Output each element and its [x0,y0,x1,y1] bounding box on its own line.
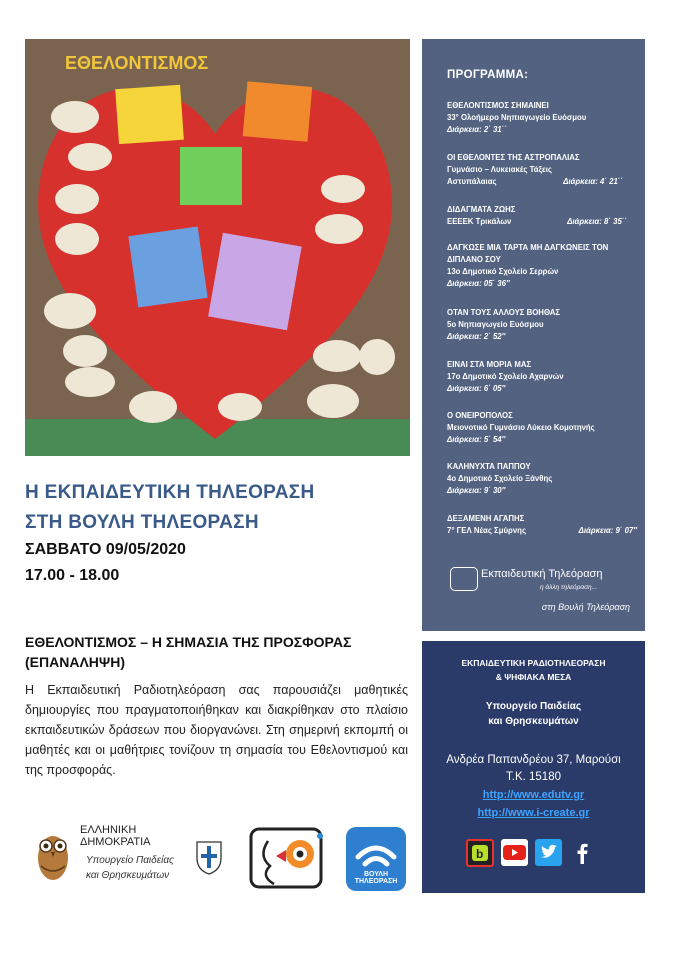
program-item-duration: Διάρκεια: 2΄ 52″ [447,332,506,341]
vouli-tv-label: ΒΟΥΛΗ ΤΗΛΕΟΡΑΣΗ [354,871,398,885]
program-item-school: 7° ΓΕΛ Νέας Σμύρνης [447,526,527,535]
program-item-title: Ο ΟΝΕΙΡΟΠΟΛΟΣ [447,411,513,420]
contact-org [422,656,645,684]
program-item-duration: Διάρκεια: 6΄ 05″ [447,384,506,393]
program-item-duration: Διάρκεια: 4΄ 21΄΄ [563,177,623,186]
program-item [447,152,637,188]
contact-org-line1: ΕΚΠΑΙΔΕΥΤΙΚΗ ΡΑΔΙΟΤΗΛΕΟΡΑΣΗ [461,658,606,668]
program-item-title: ΔΙΔΑΓΜΑΤΑ ΖΩΗΣ [447,205,516,214]
contact-org-line2: & ΨΗΦΙΑΚΑ ΜΕΣΑ [495,672,572,682]
header-title-line2: ΣΤΗ ΒΟΥΛΗ ΤΗΛΕΟΡΑΣΗ [25,512,259,533]
program-heading: ΠΡΟΓΡΑΜΜΑ: [447,69,529,81]
tv-icon [450,567,478,591]
show-description: Η Εκπαιδευτική Ραδιοτηλεόραση σας παρουσιάζει μαθητικές δημιουργίες που πραγματοποιήθηκαν και διακρίθηκαν στο πλαίσιο εκπαιδευτικών δράσεων που διοργανώνει. Στη σημερινή εκπομπή οι μαθητές και οι μαθήτριες τονίζουν τη σημασία του Εθελοντισμού και της προσφοράς. [25,683,408,777]
header-title-line1: Η ΕΚΠΑΙΔΕΥΤΙΚΗ ΤΗΛΕΟΡΑΣΗ [25,482,315,503]
republic-logo-text [80,824,195,883]
program-panel [422,39,645,631]
contact-address [422,752,645,786]
program-item-school: ΕΕΕΕΚ Τρικάλων [447,217,512,226]
program-item-title: ΚΑΛΗΝΥΧΤΑ ΠΑΠΠΟΥ [447,462,531,471]
program-item-title: ΔΑΓΚΩΣΕ ΜΙΑ ΤΑΡΤΑ ΜΗ ΔΑΓΚΩΝΕΙΣ ΤΟΝ ΔΙΠΛΑΝΟ ΣΟΥ [447,243,609,264]
program-item-title: ΔΕΞΑΜΕΝΗ ΑΓΑΠΗΣ [447,514,525,523]
svg-text:b: b [476,847,484,861]
program-item-row [447,216,637,228]
program-item-school: Μειονοτικό Γυμνάσιο Λύκειο Κομοτηνής [447,423,595,432]
contact-ministry [422,699,645,729]
contact-ministry-line1: Υπουργείο Παιδείας [485,701,582,712]
edutv-link[interactable]: http://www.edutv.gr [482,789,585,801]
icreate-link[interactable]: http://www.i-create.gr [477,807,590,819]
program-item-school: Αστυπάλαιας [447,177,497,186]
poster-photo [25,39,410,456]
program-item [447,513,637,537]
program-item [447,204,637,228]
program-item [447,461,637,497]
edutv-logo-tagline: η άλλη τηλεόραση... [540,584,598,591]
greek-crest-icon [194,836,224,876]
program-item-duration: Διάρκεια: 9΄ 30″ [447,486,506,495]
program-item-title: ΟΙ ΕΘΕΛΟΝΤΕΣ ΤΗΣ ΑΣΤΡΟΠΑΛΙΑΣ [447,153,580,162]
republic-title: ΕΛΛΗΝΙΚΗ ΔΗΜΟΚΡΑΤΙΑ [80,824,151,848]
program-item-school: 33° Ολοήμερο Νηπιαγωγείο Ευόσμου [447,113,587,122]
program-item [447,242,637,290]
program-item-school: 4ο Δημοτικό Σχολείο Ξάνθης [447,474,553,483]
republic-ministry-line2: και Θρησκευμάτων [86,870,170,881]
program-item-duration: Διάρκεια: 8΄ 35΄΄ [567,217,627,226]
show-title: ΕΘΕΛΟΝΤΙΣΜΟΣ – Η ΣΗΜΑΣΙΑ ΤΗΣ ΠΡΟΣΦΟΡΑΣ (ΕΠΑΝΑΛΗΨΗ) [25,634,352,670]
program-item-school: 5ο Νηπιαγωγείο Ευόσμου [447,320,544,329]
facebook-icon[interactable] [569,839,596,866]
contact-address-line1: Ανδρέα Παπανδρέου 37, Μαρούσι [446,754,621,766]
program-item-school: 17ο Δημοτικό Σχολείο Αχαρνών [447,372,564,381]
contact-panel [422,641,645,893]
social-icons [466,839,596,867]
program-item [447,307,637,343]
program-item-row [447,176,637,188]
broadcast-time: 17.00 - 18.00 [25,567,120,584]
edutv-logo-icon [248,826,328,892]
vouli-tv-logo [346,827,406,891]
program-item-title: ΕΘΕΛΟΝΤΙΣΜΟΣ ΣΗΜΑΙΝΕΙ [447,101,549,110]
twitter-icon[interactable] [535,839,562,866]
edutv-logo-name: Εκπαιδευτική Τηλεόραση [481,568,603,580]
broadcast-date: ΣΑΒΒΑΤΟ 09/05/2020 [25,541,186,558]
program-item [447,410,637,446]
program-item-duration: Διάρκεια: 05΄ 36″ [447,279,510,288]
program-item-school: 13ο Δημοτικό Σχολείο Σερρών [447,267,559,276]
contact-ministry-line2: και Θρησκευμάτων [488,716,579,727]
contact-address-line2: Τ.Κ. 15180 [506,771,561,783]
program-item-school: Γυμνάσιο – Λυκειακές Τάξεις [447,165,552,174]
program-item-duration: Διάρκεια: 9΄ 07″ [578,526,637,535]
program-subline: στη Βουλή Τηλεόραση [541,602,630,612]
republic-ministry [86,853,195,883]
svg-text:ΕΘΕΛΟΝΤΙΣΜΟΣ: ΕΘΕΛΟΝΤΙΣΜΟΣ [65,53,209,73]
program-item [447,100,637,136]
program-item-title: ΟΤΑΝ ΤΟΥΣ ΑΛΛΟΥΣ ΒΟΗΘΑΣ [447,308,561,317]
youtube-icon[interactable] [501,839,528,866]
program-item-duration: Διάρκεια: 2΄ 31΄΄ [447,125,507,134]
program-item-title: ΕΙΝΑΙ ΣΤΑ ΜΟΡΙΑ ΜΑΣ [447,360,532,369]
program-item-duration: Διάρκεια: 5΄ 54″ [447,435,506,444]
bip-icon[interactable] [466,839,494,867]
republic-ministry-line1: Υπουργείο Παιδείας [86,855,174,866]
program-item [447,359,637,395]
program-item-row [447,525,637,537]
owl-logo-icon [33,824,73,886]
